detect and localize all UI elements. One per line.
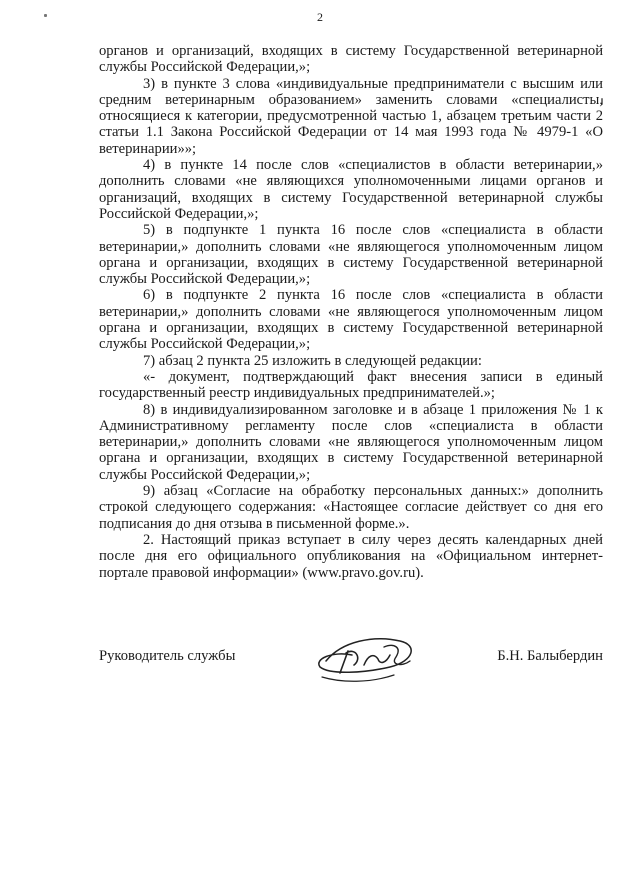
paragraph-continuation: органов и организаций, входящих в систему Государственной ветеринарной службы Российской Федерации,»; xyxy=(99,43,603,76)
document-body xyxy=(99,43,603,581)
page-number: 2 xyxy=(317,10,323,24)
position-title: Руководитель службы xyxy=(99,648,236,664)
paragraph-item-7: 7) абзац 2 пункта 25 изложить в следующей редакции: xyxy=(143,352,482,369)
paragraph-item-6: 6) в подпункте 2 пункта 16 после слов «специалиста в области ветеринарии,» дополнить словами «не являющегося уполномоченным лицом органа и организации, входящих в систему Государственной ветеринарной службы Российской Федерации,»; xyxy=(99,287,603,353)
signer-name: Б.Н. Балыбердин xyxy=(497,648,603,664)
paragraph-item-3: 3) в пункте 3 слова «индивидуальные предприниматели с высшим или средним ветеринарным образованием» заменить словами «специалисты, относящиеся к категории, предусмотренной частью 1, абзацем третьим части 2 статьи 1.1 Закона Российской Федерации от 14 мая 1993 года № 4979-1 «О ветеринарии»»; xyxy=(99,75,603,157)
paragraph-item-5: 5) в подпункте 1 пункта 16 после слов «специалиста в области ветеринарии,» дополнить словами «не являющегося уполномоченным лицом органа и организации, входящих в систему Государственной ветеринарной службы Российской Федерации,»; xyxy=(99,222,603,288)
paragraph-item-9: 9) абзац «Согласие на обработку персональных данных:» дополнить строкой следующего содержания: «Настоящее согласие действует со дня его подписания до дня отзыва в письменной форме.». xyxy=(99,483,603,532)
signature-block xyxy=(99,648,603,688)
paragraph-item-4: 4) в пункте 14 после слов «специалистов в области ветеринарии,» дополнить словами «не являющихся уполномоченными лицами органов и организаций, входящих в систему Государственной ветеринарной службы Российской Федерации,»; xyxy=(99,157,603,222)
paragraph-section-2: 2. Настоящий приказ вступает в силу через десять календарных дней после дня его официального опубликования на «Официальном интернет-портале правовой информации» (www.pravo.gov.ru). xyxy=(99,531,603,581)
paragraph-item-7-quote: «- документ, подтверждающий факт внесения записи в единый государственный реестр индивидуальных предпринимателей.»; xyxy=(99,368,603,402)
handwritten-signature xyxy=(312,633,432,693)
paragraph-item-8: 8) в индивидуализированном заголовке и в абзаце 1 приложения № 1 к Административному регламенту после слов «специалиста в области ветеринарии,» дополнить словами «не являющегося уполномоченным лицом органа и организации, входящих в систему Государственной ветеринарной службы Российской Федерации,»; xyxy=(99,401,603,483)
scan-speck xyxy=(44,14,47,17)
